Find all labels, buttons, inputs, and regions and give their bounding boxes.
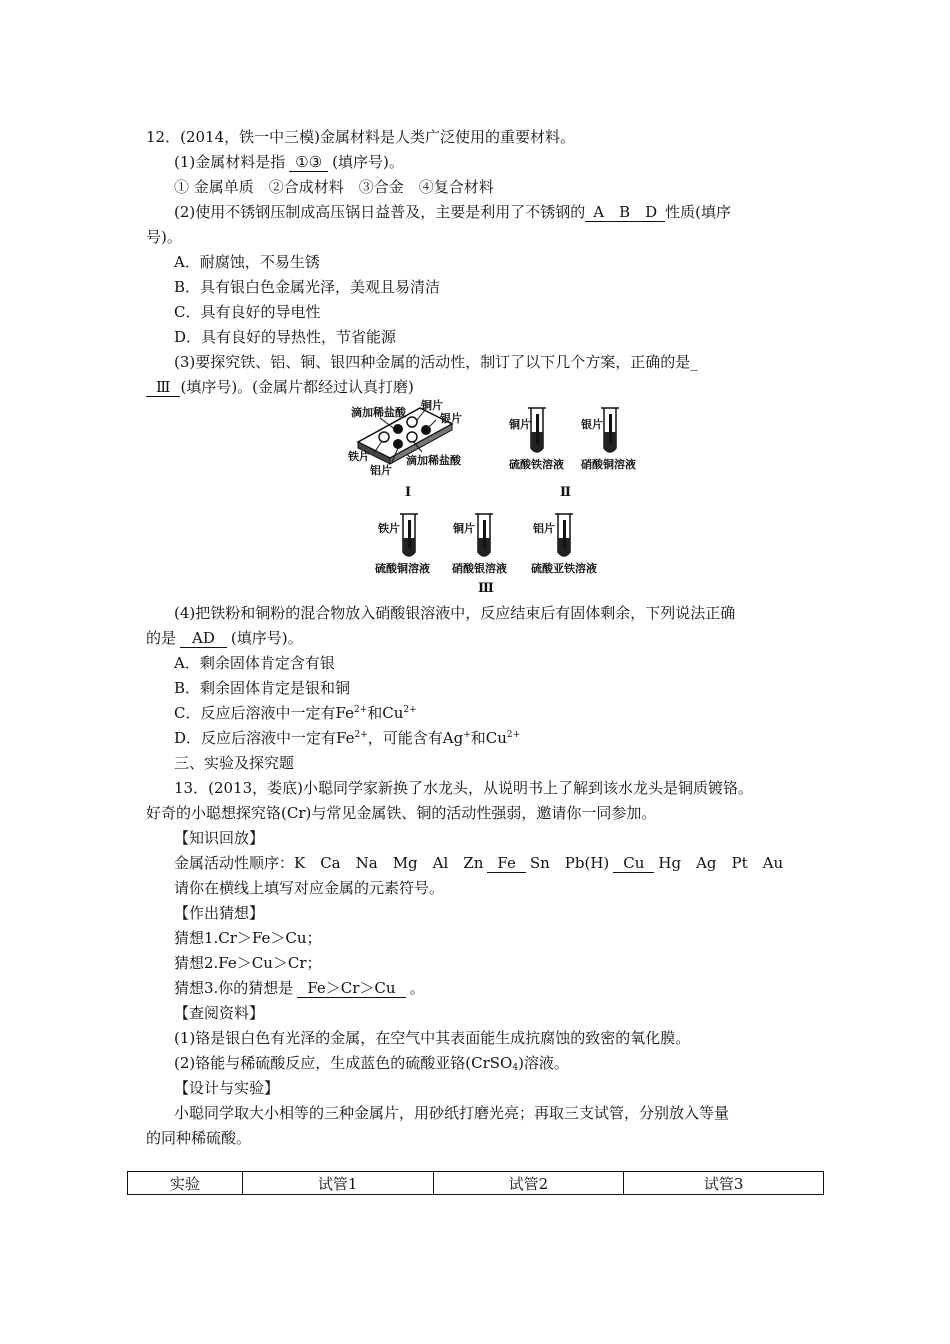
q13-series-note: 请你在横线上填写对应金属的元素符号。: [174, 879, 445, 897]
q13-guess-1: 猜想1.Cr＞Fe＞Cu；: [174, 929, 322, 947]
q12-part3-cont: Ⅲ (填序号)。(金属片都经过认真打磨): [146, 376, 414, 398]
q13-guess-2: 猜想2.Fe＞Cu＞Cr；: [174, 954, 322, 972]
q12-part1: (1)金属材料是指 ①③ (填序号)。: [174, 153, 404, 171]
q12-part4-option-b: B．剩余固体肯定是银和铜: [174, 679, 351, 697]
q12-part2-cont: 号)。: [146, 228, 182, 246]
q13-design-1: 小聪同学取大小相等的三种金属片，用砂纸打磨光亮；再取三支试管，分别放入等量: [174, 1104, 730, 1122]
q13-info-1: (1)铬是银白色有光泽的金属，在空气中其表面能生成抗腐蚀的致密的氧化膜。: [174, 1029, 691, 1047]
q13-heading-design: 【设计与实验】: [174, 1079, 280, 1097]
tube-3a-solution: 硫酸铜溶液: [375, 562, 430, 575]
q12-part2-option-c: C．具有良好的导电性: [174, 303, 321, 321]
q12-part4-option-d: D．反应后溶液中一定有$Fe^{2+}$，可能含有Ag+和$Cu^{2+}$: [174, 729, 521, 747]
label-drop-acid-top: 滴加稀盐酸: [351, 406, 406, 419]
series-answer-cu: Cu: [613, 855, 654, 873]
tube-3b-solution: 硝酸银溶液: [452, 562, 507, 575]
q12-part2-answer: A B D: [585, 204, 665, 222]
scheme-1-spot-plate: [347, 398, 462, 499]
tube-2b-solution: 硝酸铜溶液: [581, 458, 636, 471]
q12-part1-options: ① 金属单质 ②合成材料 ③合金 ④复合材料: [174, 178, 494, 196]
label-fe-plate: 铁片: [348, 450, 370, 463]
q12-part4-option-a: A．剩余固体肯定含有银: [174, 654, 335, 672]
q13-heading-review: 【知识回放】: [174, 829, 265, 847]
q12-part2-option-b: B．具有银白色金属光泽，美观且易清洁: [174, 278, 441, 296]
q13-heading-guess: 【作出猜想】: [174, 904, 265, 922]
scheme-2-label: Ⅱ: [560, 484, 571, 499]
q12-part4-cont: 的是 AD (填序号)。: [146, 629, 303, 647]
q12-part2-option-a: A．耐腐蚀，不易生锈: [174, 253, 320, 271]
q12-part3-answer: Ⅲ: [146, 379, 180, 397]
table-header-row: [128, 1172, 824, 1195]
guess-3-answer: Fe＞Cr＞Cu: [297, 980, 405, 998]
table-header-cell: 实验: [128, 1172, 243, 1195]
tube-3c-solution: 硫酸亚铁溶液: [531, 562, 597, 575]
q12-part2-option-d: D．具有良好的导热性，节省能源: [174, 328, 397, 346]
experiment-table: [127, 1171, 824, 1195]
tube-3c-metal: 铝片: [533, 522, 555, 535]
tube-2a-solution: 硫酸铁溶液: [509, 458, 564, 471]
label-ag-plate: 银片: [440, 412, 462, 425]
q13-header: 13．(2013，娄底)小聪同学家新换了水龙头，从说明书上了解到该水龙头是铜质镀铬。: [174, 779, 753, 797]
scheme-3-test-tubes: [375, 514, 597, 595]
q12-part3: (3)要探究铁、铝、铜、银四种金属的活动性，制订了以下几个方案，正确的是_: [174, 353, 698, 371]
label-drop-acid-bottom: 滴加稀盐酸: [406, 454, 461, 467]
table-header-cell: 试管1: [242, 1172, 433, 1195]
scheme-3-label: Ⅲ: [478, 580, 494, 595]
q13-heading-info: 【查阅资料】: [174, 1004, 265, 1022]
tube-2a-metal: 铜片: [509, 418, 531, 431]
q12-part4-option-c: C．反应后溶液中一定有$Fe^{2+}$和$Cu^{2+}$: [174, 704, 417, 722]
q13-design-2: 的同种稀硫酸。: [146, 1129, 252, 1147]
tube-3a-metal: 铁片: [378, 522, 400, 535]
scheme-1-label: Ⅰ: [405, 484, 412, 499]
tube-2b-metal: 银片: [581, 418, 603, 431]
scheme-2-test-tubes: [508, 408, 636, 499]
section-3-heading: 三、实验及探究题: [174, 754, 295, 772]
label-cu-plate: 铜片: [421, 399, 443, 412]
q13-info-2: (2)铬能与稀硫酸反应，生成蓝色的硫酸亚铬(CrSO$_4$)溶液。: [174, 1054, 569, 1073]
q12-header: 12．(2014，铁一中三模)金属材料是人类广泛使用的重要材料。: [146, 128, 575, 146]
q12-part4: (4)把铁粉和铜粉的混合物放入硝酸银溶液中，反应结束后有固体剩余，下列说法正确: [174, 604, 736, 622]
q13-header-cont: 好奇的小聪想探究铬(Cr)与常见金属铁、铜的活动性强弱，邀请你一同参加。: [146, 804, 657, 822]
q12-part4-answer: AD: [180, 630, 227, 648]
table-header-cell: 试管2: [433, 1172, 624, 1195]
q12-part2: (2)使用不锈钢压制成高压锅日益普及，主要是利用了不锈钢的 A B D 性质(填序: [174, 203, 732, 221]
table-header-cell: 试管3: [624, 1172, 824, 1195]
q12-part1-answer: ①③: [289, 154, 328, 172]
q13-activity-series: 金属活动性顺序：K Ca Na Mg Al Zn Fe Sn Pb(H) Cu Hg Ag Pt Au: [174, 854, 784, 872]
series-answer-fe: Fe: [487, 855, 525, 873]
label-al-plate: 铝片: [370, 464, 392, 477]
q13-guess-3: 猜想3.你的猜想是 Fe＞Cr＞Cu 。: [174, 979, 425, 997]
tube-3b-metal: 铜片: [453, 522, 475, 535]
